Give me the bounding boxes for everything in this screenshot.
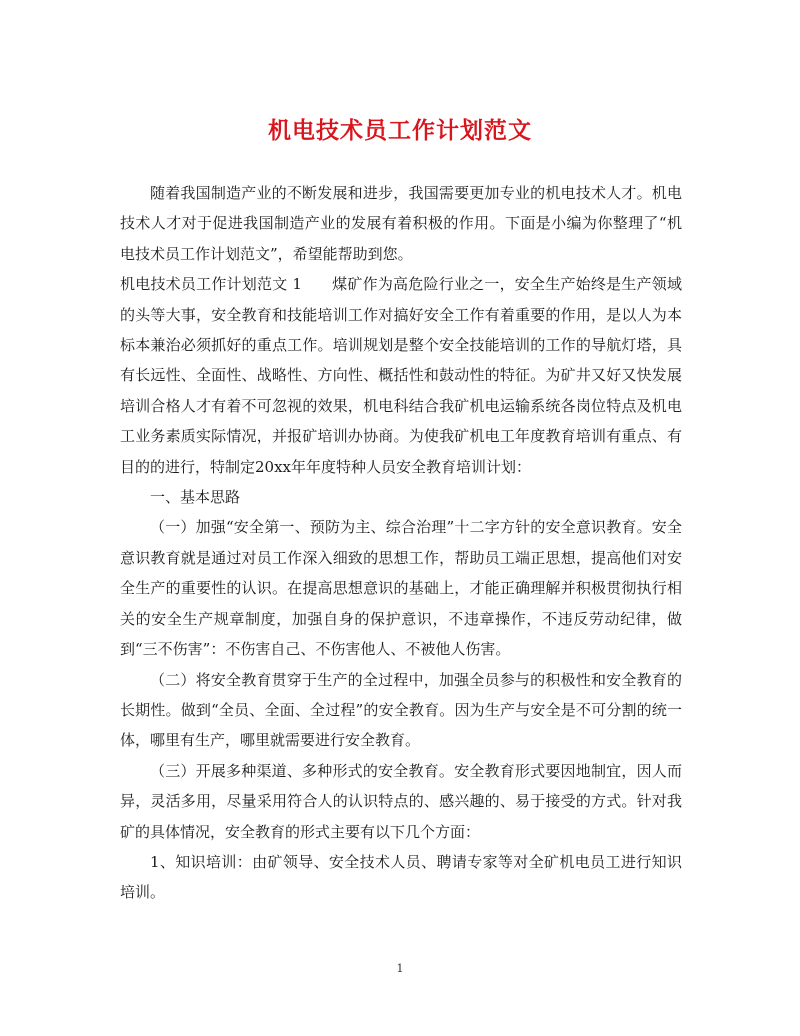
section-paragraph bbox=[120, 269, 682, 482]
paragraph-2: （二）将安全教育贯穿于生产的全过程中，加强全员参与的积极性和安全教育的长期性。做到“全员、全面、全过程”的安全教育。因为生产与安全是不可分割的统一体，哪里有生产，哪里就需要进行安全教育。 bbox=[120, 670, 682, 750]
intro-paragraph: 随着我国制造产业的不断发展和进步，我国需要更加专业的机电技术人才。机电技术人才对于促进我国制造产业的发展有着积极的作用。下面是小编为你整理了“机电技术员工作计划范文”，希望能帮助到您。 bbox=[120, 184, 682, 263]
page-number: 1 bbox=[396, 962, 404, 975]
section-body: 煤矿作为高危险行业之一，安全生产始终是生产领域的头等大事，安全教育和技能培训工作对搞好安全工作有着重要的作用，是以人为本标本兼治必须抓好的重点工作。培训规划是整个安全技能培训的工作的导航灯塔，具有长远性、全面性、战略性、方向性、概括性和鼓动性的特征。为矿井又好又快发展培训合格人才有着不可忽视的效果，机电科结合我矿机电运输系统各岗位特点及机电工业务素质实际情况，并报矿培训办协商。为使我矿机电工年度教育培训有重点、有目的的进行，特制定20xx年年度特种人员安全教育培训计划： bbox=[120, 275, 682, 476]
paragraph-3: （三）开展多种渠道、多种形式的安全教育。安全教育形式要因地制宜，因人而异，灵活多用，尽量采用符合人的认识特点的、感兴趣的、易于接受的方式。针对我矿的具体情况，安全教育的形式主要有以下几个方面： bbox=[120, 761, 682, 841]
document-title: 机电技术员工作计划范文 bbox=[268, 118, 532, 144]
heading-basic-ideas: 一、基本思路 bbox=[150, 488, 241, 507]
document-body bbox=[120, 178, 682, 908]
section-label: 机电技术员工作计划范文 1 bbox=[120, 275, 302, 294]
paragraph-4: 1、知识培训：由矿领导、安全技术人员、聘请专家等对全矿机电员工进行知识培训。 bbox=[120, 852, 682, 902]
paragraph-1: （一）加强“安全第一、预防为主、综合治理”十二字方针的安全意识教育。安全意识教育就是通过对员工作深入细致的思想工作，帮助员工端正思想，提高他们对安全生产的重要性的认识。在提高思想意识的基础上，才能正确理解并积极贯彻执行相关的安全生产规章制度，加强自身的保护意识，不违章操作，不违反劳动纪律，做到“三不伤害”：不伤害自己、不伤害他人、不被他人伤害。 bbox=[120, 518, 682, 659]
